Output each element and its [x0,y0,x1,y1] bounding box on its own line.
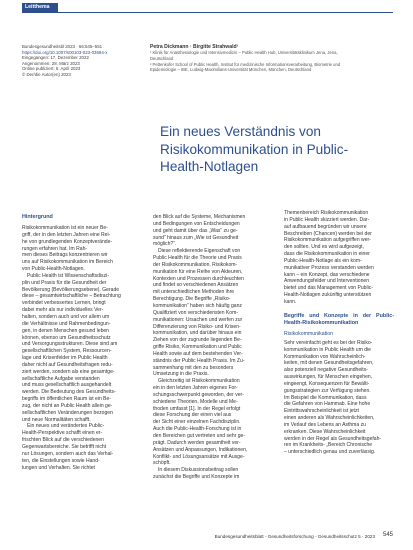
text-line: möglich?“. [153,241,177,248]
text-line: griff, der in den letzten Jahren eine Rei- [22,231,111,238]
text-line: und Bedingungen von Entscheidungen [153,220,240,227]
column-2-text [153,214,272,481]
text-line: lage und Krisenfelder im Public Health [22,355,108,362]
text-line: Ein neues und verändertes Public- [27,423,105,430]
author-block [150,44,390,73]
text-line: sellschaftliche Aufgabe verstanden [22,375,100,382]
copyright-line: © Der/die Autor(en) 2023 [22,71,71,77]
text-line: daher nicht auf Gesundheitsfragen redu- [22,361,113,368]
column-3-text-continued [284,340,394,456]
text-line: Beschreiben (Chancen) werden bei der [284,230,372,237]
section-heading-hintergrund: Hintergrund [22,214,53,220]
doi-link[interactable]: https://doi.org/10.1007/s00103-023-03694-x [22,49,108,55]
affiliation-line: ¹ Klinik für Anästhesiologie und Intensivmedizin – Public Health Hub, Universitätsklinikum Jena, Jena, [150,50,338,56]
subsection-heading-risikokommunikation: Risikokommunikation [284,330,334,337]
text-line: begriffs im öffentlichen Raum ist ein Be- [22,396,112,403]
text-line: Diese reflektierende Eigenschaft von [158,248,241,255]
text-line: Public-Health-Notlage als ein kom- [284,257,362,264]
text-line: griffe Risiko, Kommunikation und Public [153,344,242,351]
text-line: plin und Praxis für die Gesundheit der [22,279,107,286]
received-date: Eingegangen: 17. Dezember 2022 [22,55,89,61]
text-line: men dieses Beitrags konzentrieren wir [22,252,108,259]
text-line: Eintrittswahrscheinlichkeit ist jetzt [284,408,359,415]
text-line: Public Health ist Wissenschaftsdiszi- [27,272,109,279]
text-line: können, ebenso um Gesundheitsschutz [22,334,111,341]
text-line: die Gefahren von Hammab. Eine hohe [284,401,371,408]
text-line: Berechtigung. Die Begriffe „Risiko- [153,296,231,303]
text-line: Health-Notlagen zukünftig unterstützen [284,292,372,299]
text-line: nur Lösungen, sondern auch das Verhal- [22,450,114,457]
text-line: lungen und Verhalten. Sie richtet [22,464,95,471]
text-line: Ziehen von der zugrunde liegenden Be- [153,337,242,344]
published-date: Online publiziert: 6. April 2023 [22,66,81,72]
citation-line: Bundesgesundheitsbl 2023 · 66:545–551 [22,44,103,49]
journal-footer: Bundesgesundheitsblatt - Gesundheitsforschung - Gesundheitsschutz 5 · 2023 [214,534,375,539]
text-line: In diesem Diskussionsbeitrag sollen [158,467,239,474]
text-line: im Verlauf des Lebens an Asthma zu [284,421,366,428]
text-line: Health-Perspektive schafft einen er- [22,430,103,437]
text-line: werden. Die Bedeutung des Gesundheits- [22,389,116,396]
text-line: und geht damit über das „Was“ zu ge- [153,227,238,234]
article-title: Ein neues Verständnis von Risikokommunikation in Public-Health-Notlagen [160,124,349,174]
text-line: und muss gesellschaftlich ausgehandelt [22,382,112,389]
text-line: Health sowie auf dem bestehenden Ver- [153,350,243,357]
column-3-text [284,210,394,306]
text-line: der Sicht einer einzelnen Fachdisziplin. [153,419,241,426]
text-line: Konflikt- und Lösungsansätze mit Ausge- [153,453,245,460]
text-line: Gleichzeitig ist Risikokommunikation [158,378,240,385]
text-line: frischten Blick auf die verschiedenen [22,437,104,444]
text-line: einen anderen als Wahrscheinlichkeiten, [284,415,375,422]
text-line: thoden umfasst [1]. In der Regel erfolgt [153,405,241,412]
text-line: Auch die Public-Health-Forschung ist in [153,426,242,433]
text-line: sund“ hinaus zum „Wie ist Gesundheit [153,234,239,241]
body-column-1 [22,214,140,471]
text-line: verbindet verbessertes Lernen, bringt [22,300,106,307]
text-line: diese Forschung der einen viel aus [153,412,232,419]
text-line: den Bereichen gut vertreten und sehr ge- [153,433,246,439]
text-line: von Public-Health-Notlagen. [22,266,85,273]
text-line: he von grundlegenden Konzeptverände- [22,238,113,245]
text-line: und neue Normalitäten schafft. [22,416,91,423]
text-line: auswirkungen, für Menschen eingehen, [284,374,373,381]
text-line: also potenziell negative Gesundheits- [284,367,368,374]
text-line: Themenbereich Risikokommunikation [284,210,369,216]
text-line: ren im Krankheits- „Bereich Chronische [284,442,373,449]
text-line: den sollten. Und es wird aufgezeigt, [284,244,364,251]
text-line: der Risikokommunikation. Risikokom- [153,261,238,268]
affiliation-line: Deutschland [150,56,174,61]
accepted-date: Angenommen: 28. März 2023 [22,60,80,66]
article-metadata [22,44,140,78]
text-line: munikationen: Ursachen und werfen zur [153,316,243,323]
text-line: halten, sondern auch und vor allem um [22,313,110,320]
text-line: den Blick auf die Systeme, Mechanismen [153,214,246,220]
text-line: mit unterschiedlichen Methoden ihre [153,289,235,296]
text-line: munikativer Prozess verstanden werden [284,264,374,271]
text-line: prägt. Dadurch werden gesamtheit ver- [153,439,241,446]
affiliation-line: ² Pettenkofer School of Public Health, Institut für medizinische Informationsverarbeitung, Biometrie und [150,61,341,67]
text-line: Differenzierung von Risiko- und Krisen- [153,323,241,330]
section-tab: Leitthema [22,3,58,12]
authors: Petra Dickmann · Birgitte Strahwald¹ [150,44,239,50]
text-line: und findet so verschiedenen Ansätzen [153,282,239,289]
text-line: ein in den letzten Jahren eigenes For- [153,385,238,392]
text-line: Im Beispiel die Kommunikation, dass [284,394,367,401]
text-line: gen, in denen Menschen gesund leben [22,327,109,334]
text-line: kann – ein Konzept, das verschiedene [284,271,370,278]
text-line: Kommunikation von Wahrscheinlich- [284,353,366,360]
section-heading-begriffe: Begriffe und Konzepte in der Public-Health-Risikokommunikation [284,312,394,326]
text-line: zunächst die Begriffe und Konzepte im [153,474,240,481]
text-line: gungsstrategien zur Verfügung stehen. [284,387,371,394]
text-line: eingeengt, Konsequenzen für Bewälti- [284,380,370,387]
text-line: Kontexten und Prozessen durchleuchten [153,275,244,282]
text-line: Gegenwartsbereiche. Sie betrifft nicht [22,444,107,450]
body-column-2 [153,214,272,481]
paragraph-gap [284,306,394,313]
text-line: munikation für eine Reihe von Akteuren, [153,268,243,275]
text-line: kann. [284,298,297,305]
text-line: werden in der Regel als Gesundheitsgefah- [284,435,382,442]
text-line: Risikokommunikation ist ein neuer Be- [22,225,108,231]
text-line: diese – gesamtwirtschaftliche – Betrachtung [22,293,121,300]
text-line: erkranken. Diese Wahrscheinlichkeit [284,428,366,435]
page-number: 545 [382,532,393,538]
text-line: keiten, mit denen Gesundheitsgefahren, [284,360,374,367]
text-line: gesellschaftlichen System, Ressourcen- [22,348,112,355]
column-1-text [22,225,140,471]
text-line: dass die Risikokommunikation in einer [284,251,370,258]
affiliation-line: Epidemiologie – IBE, Ludwig-Maximilians-Universität München, München, Deutschland [150,67,312,73]
text-line: bietet und das Management von Public- [284,285,373,292]
text-line: rungen erfahren hat. Im Rah- [22,245,88,252]
text-line: kommunikation, und darüber hinaus ein [153,330,242,337]
text-line: schiedene Theorien, Modelle und Me- [153,398,238,405]
text-line: auf aufbauend begründen wir unsere [284,223,367,230]
text-line: zug, der nicht an Public Health allein ge- [22,402,113,409]
text-line: dabei mehr als nur individuelles Ver- [22,307,104,314]
text-line: Anwendungsfelder und Interventionen [284,278,370,285]
text-line: sammenhang mit den zu besonders [153,364,234,371]
text-line: Bevölkerung (Bevölkerungsebene). Gerade [22,286,120,293]
text-line: Umsetzung in die Praxis. [153,371,209,378]
text-line: kommunikation“ haben sich häufig ganz [153,302,242,309]
text-line: und Versorgungsstrukturen. Diese sind am [22,341,118,348]
text-line: Sehr vereinfacht geht es bei der Risiko- [284,339,373,346]
text-line: schöpft. [153,460,171,467]
text-line: Ansätzen und Anpassungen, Indikationen, [153,446,248,453]
text-line: ständnis der Public Health Praxis. Im Zu- [153,357,245,364]
text-line: schungsschwerpunkt geworden, der ver- [153,391,244,398]
text-line: – unterschiedlich genau und zuverlässig. [284,449,376,456]
text-line: sellschaftlichen Veränderungen bezogen [22,409,113,416]
text-line: uns auf Risikokommunikation im Bereich [22,259,113,266]
text-line: in Public Health skizziert werden. Dar- [284,216,370,223]
body-column-3 [284,210,394,456]
text-line: kommunikation in Public Health um die [284,346,371,353]
text-line: ziert werden, sondern als eine gesamtge- [22,368,115,375]
text-line: Risikokommunikation aufgegriffen wer- [284,237,371,244]
text-line: die Verhältnisse und Rahmenbedingun- [22,320,111,327]
text-line: Qualifiziert von verschiedensten Kom- [153,309,238,316]
text-line: Public Health für die Theorie und Praxis [153,255,242,262]
header-rule [22,12,393,13]
text-line: ten, die Einstellungen sowie Hand- [22,457,100,464]
